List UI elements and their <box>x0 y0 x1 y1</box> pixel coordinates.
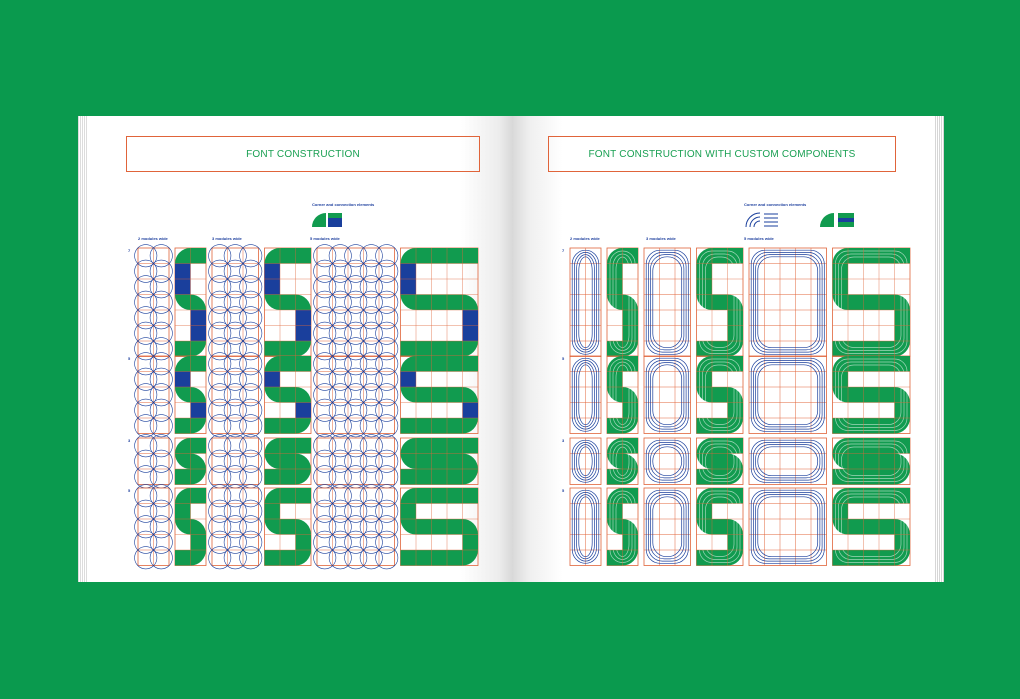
guide-grid <box>135 435 173 488</box>
guide-grid <box>314 245 398 360</box>
glyph-s <box>607 488 638 566</box>
glyph-s <box>401 488 479 566</box>
glyph-s <box>175 438 206 485</box>
glyph-s <box>697 248 744 357</box>
glyph-s <box>401 356 479 434</box>
guide-grid <box>570 356 601 434</box>
guide-grid <box>314 485 398 569</box>
glyph-s <box>607 248 638 357</box>
guide-grid <box>314 435 398 488</box>
right-row-label-1: 7 <box>562 248 565 253</box>
guide-grid <box>644 356 691 434</box>
guide-grid <box>570 438 601 485</box>
glyph-s <box>265 356 312 434</box>
guide-grid <box>749 488 827 566</box>
right-row-label-2: 5 <box>562 356 565 361</box>
guide-grid <box>749 356 827 434</box>
left-row-label-4: 5 <box>128 488 131 493</box>
glyph-s <box>401 248 479 357</box>
right-col-label-3: 3 modules wide <box>646 236 676 241</box>
guide-grid <box>135 353 173 437</box>
left-legend-label: Corner and connection elements <box>312 202 375 207</box>
guide-grid <box>644 488 691 566</box>
left-glyph-specimens <box>88 116 512 582</box>
left-row-label-2: 5 <box>128 356 131 361</box>
glyph-s <box>265 248 312 357</box>
glyph-s <box>697 488 744 566</box>
right-row-label-4: 5 <box>562 488 565 493</box>
left-page <box>88 116 512 582</box>
right-col-label-2: 2 modules wide <box>570 236 600 241</box>
guide-grid <box>749 438 827 485</box>
guide-grid <box>570 488 601 566</box>
guide-grid <box>135 485 173 569</box>
glyph-s <box>607 356 638 434</box>
left-col-label-3: 3 modules wide <box>212 236 242 241</box>
glyph-s <box>265 488 312 566</box>
guide-grid <box>209 245 262 360</box>
right-col-label-5: 5 modules wide <box>744 236 774 241</box>
guide-grid <box>749 248 827 357</box>
glyph-s <box>607 438 638 485</box>
left-page-title: FONT CONSTRUCTION <box>246 148 360 160</box>
glyph-s <box>175 488 206 566</box>
glyph-s <box>401 438 479 485</box>
guide-grid <box>209 353 262 437</box>
right-page-stack <box>934 116 944 582</box>
glyph-s <box>265 438 312 485</box>
right-row-label-3: 3 <box>562 438 565 443</box>
glyph-s <box>175 248 206 357</box>
left-row-label-1: 7 <box>128 248 131 253</box>
glyph-s <box>833 488 911 566</box>
guide-grid <box>209 485 262 569</box>
right-glyph-specimens <box>512 116 934 582</box>
glyph-s <box>833 248 911 357</box>
guide-grid <box>644 248 691 357</box>
guide-grid <box>644 438 691 485</box>
left-page-stack <box>78 116 88 582</box>
left-col-label-2: 2 modules wide <box>138 236 168 241</box>
glyph-s <box>833 356 911 434</box>
glyph-s <box>833 438 911 485</box>
glyph-s <box>175 356 206 434</box>
left-row-label-3: 3 <box>128 438 131 443</box>
left-col-label-5: 5 modules wide <box>310 236 340 241</box>
guide-grid <box>570 248 601 357</box>
glyph-s <box>697 438 744 485</box>
glyph-s <box>697 356 744 434</box>
guide-grid <box>135 245 173 360</box>
guide-grid <box>314 353 398 437</box>
right-page-title: FONT CONSTRUCTION WITH CUSTOM COMPONENTS <box>588 148 856 160</box>
right-page <box>512 116 934 582</box>
right-legend-label: Corner and connection elements <box>744 202 807 207</box>
guide-grid <box>209 435 262 488</box>
